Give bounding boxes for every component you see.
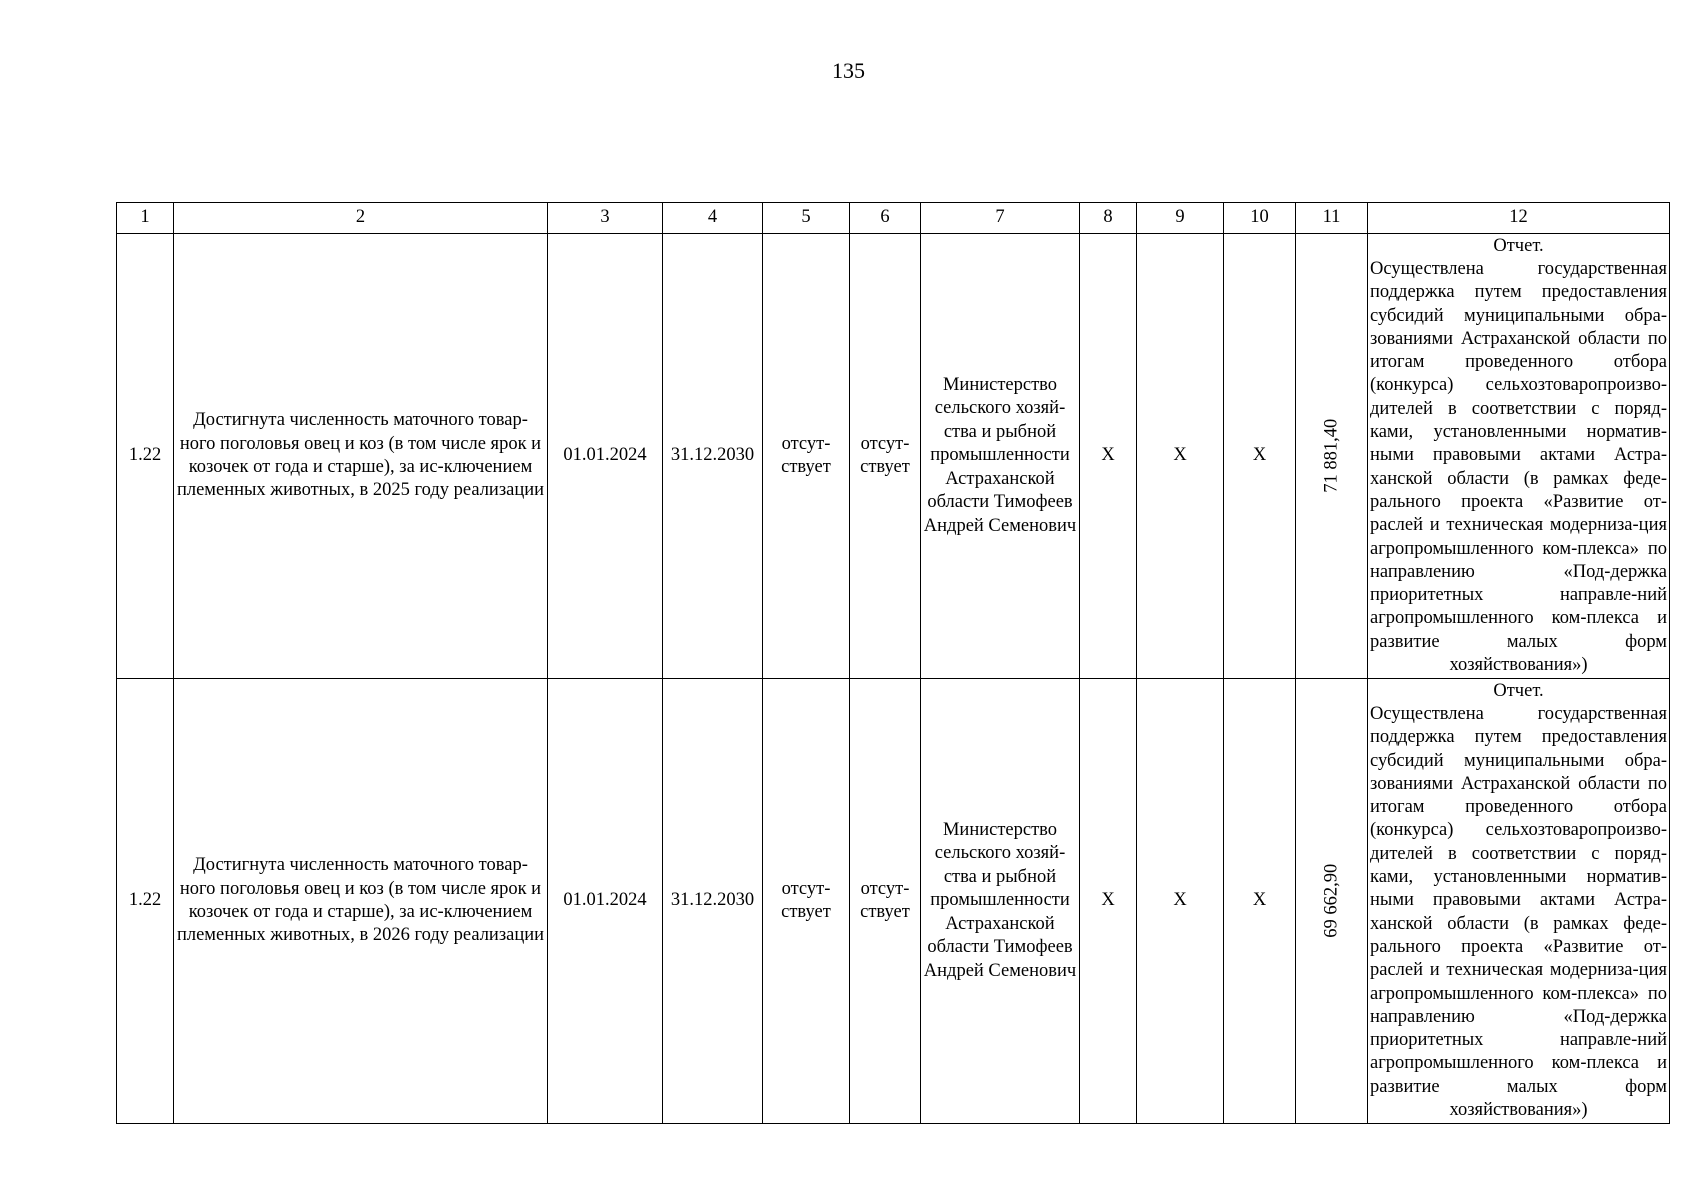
header-cell-7: 7 <box>921 203 1080 234</box>
event-description: Достигнута численность маточного товар-ного поголовья овец и коз (в том числе ярок и козочек от года и старше), за ис-ключением племенных животных, в 2026 году реализации <box>174 679 548 1124</box>
col10-value: X <box>1224 679 1296 1124</box>
page-number: 135 <box>832 58 865 83</box>
end-date: 31.12.2030 <box>663 679 763 1124</box>
event-description: Достигнута численность маточного товар-ного поголовья овец и коз (в том числе ярок и козочек от года и старше), за ис-ключением племенных животных, в 2025 году реализации <box>174 234 548 679</box>
row-number: 1.22 <box>117 679 174 1124</box>
col6-value: отсут-ствует <box>850 679 921 1124</box>
header-cell-10: 10 <box>1224 203 1296 234</box>
amount-value: 69 662,90 <box>1320 864 1341 938</box>
amount-value: 71 881,40 <box>1320 419 1341 493</box>
col10-value: X <box>1224 234 1296 679</box>
header-cell-3: 3 <box>548 203 663 234</box>
amount-cell <box>1296 679 1368 1124</box>
col5-value: отсут-ствует <box>763 234 850 679</box>
report-cell <box>1368 234 1670 679</box>
report-title: Отчет. <box>1493 235 1544 256</box>
table-row <box>117 234 1670 679</box>
header-cell-2: 2 <box>174 203 548 234</box>
col8-value: X <box>1080 679 1137 1124</box>
header-cell-4: 4 <box>663 203 763 234</box>
table-row <box>117 679 1670 1124</box>
responsible-executor: Министерство сельского хозяй-ства и рыбной промышленности Астраханской области Тимофеев Андрей Семенович <box>921 679 1080 1124</box>
col6-value: отсут-ствует <box>850 234 921 679</box>
report-text: Осуществлена государственная поддержка путем предоставления субсидий муниципальными обра-зованиями Астраханской области по итогам проведенного отбора (конкурса) сельхозтоваропроизво-дителей в соответствии с поряд-ками, установленными норматив-ными правовыми актами Астра-ханской области (в рамках феде-рального проекта «Развитие от-раслей и техническая модерниза-ция агропромышленного ком-плекса» по направлению «Под-держка приоритетных направле-ний агропромышленного ком-плекса и развитие малых форм хозяйствования») <box>1370 703 1667 1121</box>
col5-value: отсут-ствует <box>763 679 850 1124</box>
col8-value: X <box>1080 234 1137 679</box>
header-cell-5: 5 <box>763 203 850 234</box>
header-row <box>117 203 1670 234</box>
header-cell-9: 9 <box>1137 203 1224 234</box>
start-date: 01.01.2024 <box>548 679 663 1124</box>
report-cell <box>1368 679 1670 1124</box>
header-cell-12: 12 <box>1368 203 1670 234</box>
end-date: 31.12.2030 <box>663 234 763 679</box>
row-number: 1.22 <box>117 234 174 679</box>
header-cell-11: 11 <box>1296 203 1368 234</box>
col9-value: X <box>1137 679 1224 1124</box>
start-date: 01.01.2024 <box>548 234 663 679</box>
header-cell-8: 8 <box>1080 203 1137 234</box>
responsible-executor: Министерство сельского хозяй-ства и рыбной промышленности Астраханской области Тимофеев Андрей Семенович <box>921 234 1080 679</box>
amount-cell <box>1296 234 1368 679</box>
header-cell-6: 6 <box>850 203 921 234</box>
report-table <box>116 202 1670 1124</box>
report-text: Осуществлена государственная поддержка путем предоставления субсидий муниципальными обра-зованиями Астраханской области по итогам проведенного отбора (конкурса) сельхозтоваропроизво-дителей в соответствии с поряд-ками, установленными норматив-ными правовыми актами Астра-ханской области (в рамках феде-рального проекта «Развитие от-раслей и техническая модерниза-ция агропромышленного ком-плекса» по направлению «Под-держка приоритетных направле-ний агропромышленного ком-плекса и развитие малых форм хозяйствования») <box>1370 258 1667 676</box>
report-title: Отчет. <box>1493 680 1544 701</box>
header-cell-1: 1 <box>117 203 174 234</box>
col9-value: X <box>1137 234 1224 679</box>
